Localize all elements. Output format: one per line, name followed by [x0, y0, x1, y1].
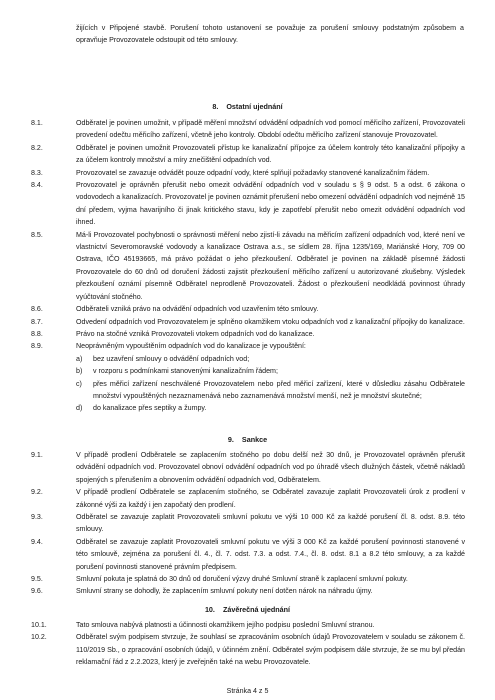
clause-9-6	[31, 585, 465, 597]
clause-8-7	[31, 316, 465, 328]
clause-8-4	[31, 179, 465, 229]
subclause-d	[76, 402, 465, 414]
clause-9-3	[31, 511, 465, 536]
section-8-heading	[0, 102, 495, 111]
clause-text: V případě prodlení Odběratele se zaplacením stočného po dobu delší než 30 dnů, je Provozovatel oprávněn přerušit odvádění odpadních vod. Provozovatel obnoví odvádění odpadních vod po úhradě všech dlužných částek, včetně nákladů spojených s přerušením a obnovením odvádění odpadních vod, Odběratelem.	[76, 451, 465, 484]
page-number-footer: Stránka 4 z 5	[226, 687, 269, 695]
clause-text: Odběratel je povinen umožnit, v případě měření množství odvádění odpadních vod pomocí měřicího zařízení, Provozovateli provedení odečtu měřicího zařízení, včetně jeho kontroly. Období odečtu měřicího zařízení stanovuje Provozovatel.	[76, 119, 465, 140]
subclause-a	[76, 353, 465, 365]
clause-text: Tato smlouva nabývá platnosti a účinnosti okamžikem jejího podpisu poslední Smluvní stranou.	[76, 621, 375, 629]
clause-number: 10.2.	[31, 633, 47, 642]
subclause-letter: a)	[76, 354, 83, 363]
clause-8-3	[31, 167, 465, 179]
intro-paragraph: žijících v Připojené stavbě. Porušení tohoto ustanovení se považuje za porušení smlouvy podstatným způsobem a opravňuje Provozovatele odstoupit od této smlouvy.	[76, 24, 464, 45]
clause-text: Odběratel se zavazuje zaplatit Provozovateli smluvní pokutu ve výši 3 000 Kč za každé porušení povinnosti stanovené v této smlouvě, zejména za porušení čl. 4., čl. 7. odst. 7.3. a odst. 7.4., čl. 8. odst. 8.1 a 8.2 této smlouvy, a za každé porušení povinnosti stanovené právním předpisem.	[76, 537, 465, 571]
clause-number: 9.6.	[31, 587, 43, 596]
clause-number: 9.5.	[31, 575, 43, 584]
clause-8-6	[31, 303, 465, 315]
clause-text: Má-li Provozovatel pochybnosti o správnosti měření nebo zjistí-li závadu na měřicím zařízení odpadních vod, které není ve vlastnictví Severomoravské vodovody a kanalizace Ostrava a.s., se sídlem 28. října 1235/169, Mariánské Hory, 709 00 Ostrava, IČO 45193665, má právo požádat o jeho přezkoušení. Odběratel je povinen na základě písemné žádosti Provozovatele do 60 dnů od doručení žádosti zajistit přezkoušení měřicího zařízení u autorizované zkušebny. Výsledek přezkoušení oznámí písemně Odběratel neprodleně Provozovateli. Žádost o přezkoušení neodkládá povinnost úhrady vyúčtování stočného.	[76, 230, 465, 301]
clause-text: Odběratel svým podpisem stvrzuje, že souhlasí se zpracováním osobních údajů Provozovatelem v souladu se zákonem č. 110/2019 Sb., o zpracování osobních údajů, v účinném znění. Odběratel svým podpisem dále stvrzuje, že se mu byl předán reklamační řád z 2.2.2023, který je zveřejněn také na webu Provozovatele.	[76, 633, 465, 667]
subclause-letter: b)	[76, 367, 83, 376]
clause-text: Smluvní strany se dohodly, že zaplacením smluvní pokuty není dotčen nárok na náhradu újmy.	[76, 587, 373, 596]
subclause-c	[76, 378, 465, 403]
subclause-text: v rozporu s podmínkami stanovenými kanalizačním řádem;	[93, 367, 278, 376]
clause-number: 9.3.	[31, 513, 43, 522]
subclause-letter: d)	[76, 404, 83, 413]
clause-text: Neoprávněným vypouštěním odpadních vod do kanalizace je vypouštění:	[76, 342, 306, 351]
clause-text: Odběrateli vzniká právo na odvádění odpadních vod uzavřením této smlouvy.	[76, 305, 319, 314]
clause-number: 8.2.	[31, 143, 43, 152]
clause-text: Provozovatel je oprávněn přerušit nebo omezit odvádění odpadních vod v souladu s § 9 odst. 5 a odst. 6 zákona o vodovodech a kanalizacích. Provozovatel je povinen oznámit přerušení nebo omezení odvádění odpadních vod nejméně 15 dní předem, vyjma havarijního či jinak kritického stavu, kdy je zapotřebí přerušit nebo omezit odvádění odpadních vod ihned.	[76, 181, 465, 227]
clause-text: Provozovatel se zavazuje odvádět pouze odpadní vody, které splňují požadavky stanovené kanalizačním řádem.	[76, 168, 430, 177]
clause-number: 9.4.	[31, 537, 43, 546]
clause-8-8	[31, 328, 465, 340]
section-number: 8.	[212, 102, 219, 111]
subclause-letter: c)	[76, 379, 82, 388]
clause-number: 10.1.	[31, 621, 47, 629]
clause-text: Odběratel je povinen umožnit Provozovateli přístup ke kanalizační přípojce za účelem kontroly této kanalizační přípojky a za účelem kontroly množství a míry znečištění odpadních vod.	[76, 143, 465, 165]
clause-9-2	[31, 486, 465, 511]
clause-number: 8.3.	[31, 168, 43, 177]
clause-text: Odběratel se zavazuje zaplatit Provozovateli smluvní pokutu ve výši 10 000 Kč za každé porušení čl. 8. odst. 8.9. této smlouvy.	[76, 513, 465, 534]
section-title: Závěrečná ujednání	[222, 605, 291, 614]
section-title: Ostatní ujednání	[226, 102, 283, 111]
clause-10-2	[31, 631, 465, 668]
subclause-text: přes měřicí zařízení neschválené Provozovatelem nebo před měřicí zařízení, které v důsledku zásahu Odběratele množství vypouštěných nezaznamenává nebo zaznamenává množství menší, než je množství skutečné;	[93, 379, 465, 400]
clause-number: 9.2.	[31, 488, 43, 497]
section-9-items	[31, 449, 465, 598]
subclause-text: do kanalizace přes septiky a žumpy.	[93, 404, 207, 413]
clause-number: 8.6.	[31, 305, 43, 314]
section-9-heading	[0, 435, 495, 444]
section-10-heading	[0, 605, 495, 614]
section-number: 9.	[227, 435, 234, 444]
clause-number: 8.8.	[31, 329, 43, 338]
clause-9-4	[31, 536, 465, 573]
clause-number: 8.7.	[31, 317, 43, 326]
clause-text: Smluvní pokuta je splatná do 30 dnů od doručení výzvy druhé Smluvní straně k zaplacení smluvní pokuty.	[76, 575, 408, 584]
clause-number: 8.5.	[31, 230, 43, 239]
section-title: Sankce	[241, 435, 268, 444]
clause-10-1	[31, 619, 465, 631]
clause-number: 8.4.	[31, 181, 43, 190]
clause-9-5	[31, 573, 465, 585]
section-number: 10.	[204, 605, 215, 614]
clause-text: Odvedení odpadních vod Provozovatelem je splněno okamžikem vtoku odpadních vod z kanalizační přípojky do kanalizace.	[76, 317, 465, 326]
subclause-b	[76, 365, 465, 377]
clause-8-5	[31, 229, 465, 303]
clause-8-9	[31, 340, 465, 414]
clause-number: 8.1.	[31, 119, 43, 127]
clause-number: 9.1.	[31, 451, 43, 459]
section-8-items	[31, 117, 465, 415]
clause-9-1	[31, 449, 465, 486]
clause-8-2	[31, 142, 465, 167]
clause-number: 8.9.	[31, 342, 43, 351]
clause-text: Právo na stočné vzniká Provozovateli vtokem odpadních vod do kanalizace.	[76, 329, 315, 338]
section-10-items	[31, 619, 465, 669]
clause-text: V případě prodlení Odběratele se zaplacením stočného, se Odběratel zavazuje zaplatit Provozovateli úrok z prodlení v zákonné výši za každý i jen započatý den prodlení.	[76, 488, 465, 509]
clause-8-1	[31, 117, 465, 142]
subclause-text: bez uzavření smlouvy o odvádění odpadních vod;	[93, 354, 250, 363]
